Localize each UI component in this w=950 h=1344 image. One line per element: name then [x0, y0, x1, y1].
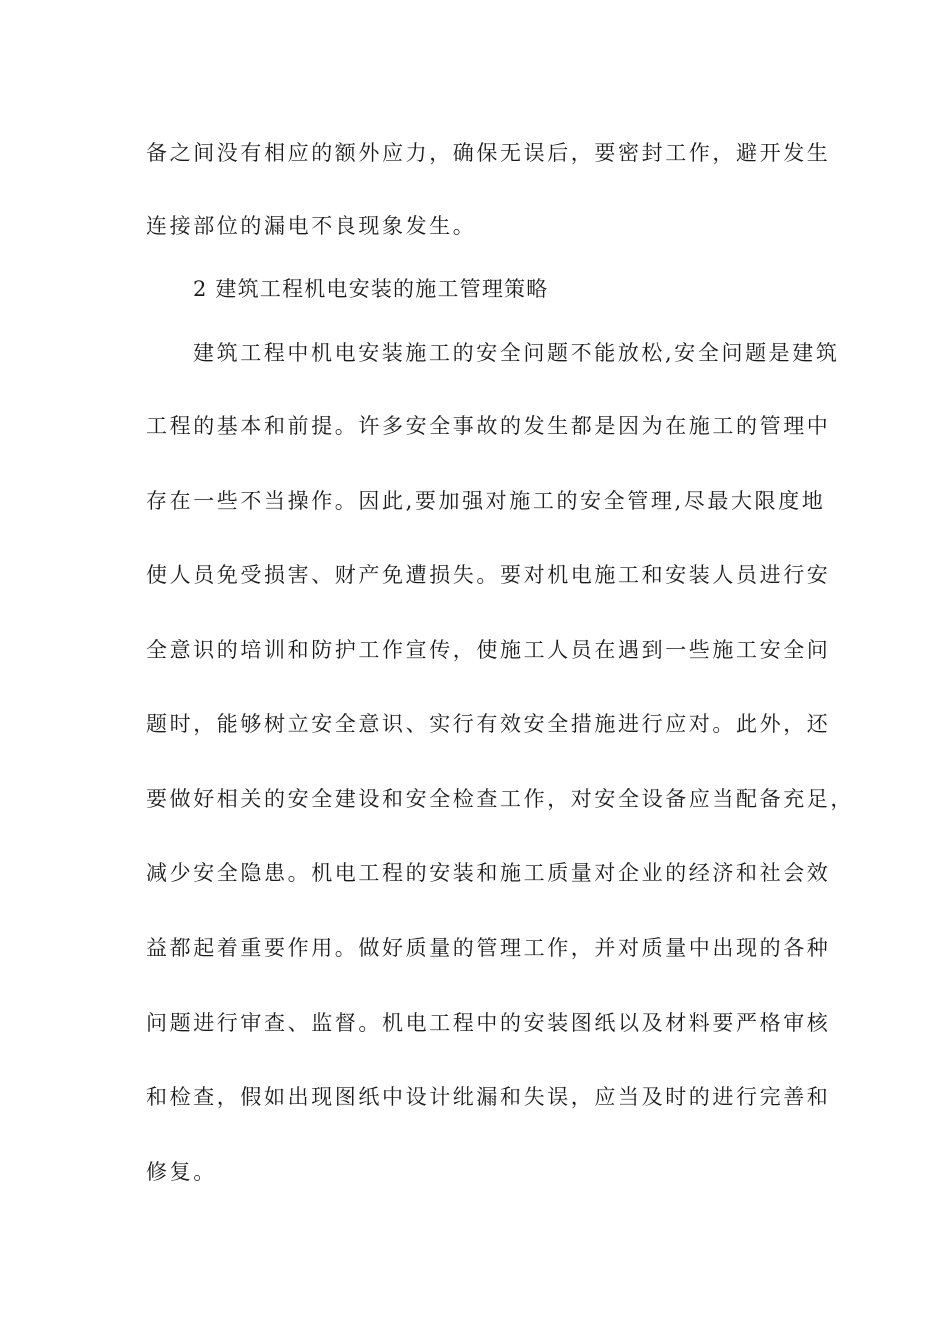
paragraph-line: 和检查，假如出现图纸中设计纰漏和失误，应当及时的进行完善和: [146, 1085, 831, 1109]
paragraph-line: 要做好相关的安全建设和安全检查工作，对安全设备应当配备充足，: [146, 787, 854, 811]
section-heading: 2 建筑工程机电安装的施工管理策略: [193, 277, 549, 301]
paragraph-line: 修复。: [146, 1160, 217, 1184]
paragraph-line: 问题进行审查、监督。机电工程中的安装图纸以及材料要严格审核: [146, 1011, 831, 1035]
paragraph-line: 使人员免受损害、财产免遭损失。要对机电施工和安装人员进行安: [146, 563, 831, 587]
paragraph-line: 建筑工程中机电安装施工的安全问题不能放松,安全问题是建筑: [193, 341, 840, 365]
paragraph-line: 存在一些不当操作。因此,要加强对施工的安全管理,尽最大限度地: [146, 489, 826, 513]
paragraph-line: 备之间没有相应的额外应力，确保无误后，要密封工作，避开发生: [146, 141, 831, 165]
paragraph-line: 工程的基本和前提。许多安全事故的发生都是因为在施工的管理中: [146, 414, 831, 438]
paragraph-line: 减少安全隐患。机电工程的安装和施工质量对企业的经济和社会效: [146, 861, 831, 885]
paragraph-line: 益都起着重要作用。做好质量的管理工作，并对质量中出现的各种: [146, 936, 831, 960]
paragraph-line: 全意识的培训和防护工作宣传，使施工人员在遇到一些施工安全问: [146, 638, 831, 662]
paragraph-line: 连接部位的漏电不良现象发生。: [146, 214, 477, 238]
paragraph-line: 题时，能够树立安全意识、实行有效安全措施进行应对。此外，还: [146, 712, 831, 736]
